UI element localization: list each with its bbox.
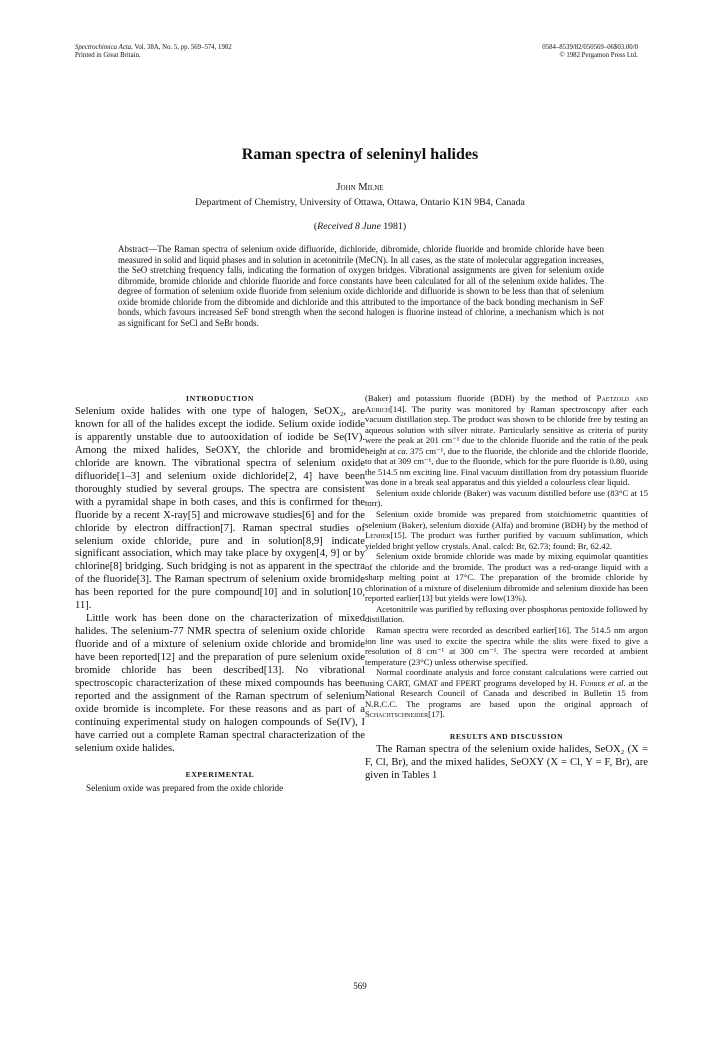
author-affiliation: Department of Chemistry, University of Ottawa, Ottawa, Ontario K1N 9B4, Canada — [195, 197, 525, 208]
section-heading-experimental: EXPERIMENTAL — [185, 769, 255, 779]
article-code: 0584–8539/82/050569–06$03.00/0 — [542, 44, 638, 51]
abstract: Abstract—The Raman spectra of selenium oxide difluoride, dichloride, dibromide, chloride fluoride and bromide chloride have been measured in solid and liquid phases and in solution in acetonitrile (MeCN). In all cases, as the state of molecular aggregation increases, the SeO stretching frequency falls, indicating the formation of oxygen bridges. Vibrational assignments are given for selenium oxide dibromide, bromide chloride and chloride fluoride and force constants have been calculated for all of the selenium oxide halides. The degree of formation of selenium oxide fluoride from selenium oxide dichloride and difluoride is shown to be less than that of selenium oxide bromide chloride from the dibromide and dichloride and this attributed to the importance of the back bonding mechanism in SeF bonds, which favours increased SeF bond strength when the second halogen is fluorine instead of chlorine, a mechanism which is not as significant for SeCl and SeBr bonds. — [118, 244, 604, 328]
intro-paragraph-1: Selenium oxide halides with one type of halogen, SeOX₂, are known for all of the halides except the iodide. Selium oxide iodide is apparently unstable due to autooxidation of iodide be Se(IV). Among the mixed halides, SeOXY, the chloride and bromide chloride are known. The vibrational spectra of selenium oxide difluoride[1–3] and selenium oxide dichloride[2, 4] have been thoroughly studied by several groups. The spectra are consistent with a pyramidal shape in both cases, and this is confirmed for the fluoride by a recent X-ray[5] and microwave studies[6] and for the chloride by electron diffraction[7]. Raman spectral studies of selenium oxide chloride, pure and in solution[8,9] indicate significant association, which may take place by oxygen[4, 9] or by chlorine[8] bridging. Such bridging is not as apparent in the spectra of the fluoride[3]. The Raman spectrum of selenium oxide bromide has been reported for the pure compound[10] and in solution[10, 11]. — [75, 406, 365, 612]
journal-citation: Vol. 38A, No. 5, pp. 569–574, 1982 — [132, 44, 232, 51]
exp-paragraph-chloride: Selenium oxide chloride (Baker) was vacuum distilled before use (83°C at 15 torr). — [365, 487, 648, 509]
printed-in: Printed in Great Britain. — [75, 52, 141, 60]
exp-paragraph-bromide: Selenium oxide bromide was prepared from stoichiometric quantities of selenium (Baker), selenium dioxide (Alfa) and bromine (BDH) by the method of Lenher[15]. The product was further purified by vacuum sublimation, which yielded bright yellow crystals. Anal. calcd: Br, 62.73; found: Br, 62.42. — [365, 509, 648, 551]
section-heading-introduction: INTRODUCTION — [186, 394, 254, 403]
page-number: 569 — [353, 981, 367, 991]
exp-paragraph-raman: Raman spectra were recorded as described earlier[16]. The 514.5 nm argon ion line was used to excite the spectra while the slits were fixed to give a resolution of 8 cm⁻¹ at 300 cm⁻¹. The spectra were recorded at ambient temperature (23°C) unless otherwise specified. — [365, 625, 648, 667]
running-header-left — [75, 44, 232, 61]
article-title: Raman spectra of seleninyl halides — [241, 146, 479, 163]
intro-paragraph-2: Little work has been done on the characterization of mixed halides. The selenium-77 NMR spectra of selenium oxide chloride fluoride and of a mixture of selenium oxide chloride and bromide have been reported[12] and the preparation of pure selenium oxide bromide chloride has been described[13]. No vibrational spectroscopic characterization of these mixed compounds has been reported and the assignment of the Raman spectrum of selenium oxide bromide is incomplete. For these reasons and as part of a continuing experimental study on halogen compounds of Se(IV), I have carried out a complete Raman spectral characterization of the selenium oxide halides. — [75, 613, 365, 754]
exp-paragraph-fluoride: (Baker) and potassium fluoride (BDH) by the method of Paetzold and Aurich[14]. The purity was monitored by Raman spectroscopy after each vacuum distillation step. The product was shown to be chloride free by testing an aqueous solution with silver nitrate. Particularly sensitive as criteria of purity were the peak at 201 cm⁻¹ due to the chloride fluoride and the ratio of the peak height at ca. 375 cm⁻¹, due to the fluoride, the chloride and the chloride fluoride, to that at 309 cm⁻¹, due to the fluoride, which for the pure fluoride is 0.80, using the 514.5 nm exciting line. Final vacuum distillation from dry potassium fluoride was done in a break seal apparatus and this yielded a colourless clear liquid. — [365, 393, 649, 488]
exp-paragraph-acetonitrile: Acetonitrile was purified by refluxing over phosphorus pentoxide followed by distillation. — [365, 603, 648, 625]
right-column — [365, 393, 648, 783]
exp-paragraph-bromide-chloride: Selenium oxide bromide chloride was made by mixing equimolar quantities of the chloride and the bromide. The product was a red-orange liquid with a sharp melting point at 17°C. The preparation of the bromide chloride by chlorination of a mixture of diselenium dibromide and selenium dioxide has been reported earlier[13] but yields were low(13%). — [365, 551, 648, 604]
experimental-paragraph-1: Selenium oxide was prepared from the oxide chloride — [86, 782, 284, 793]
author-name: John Milne — [336, 182, 384, 193]
running-header-right — [542, 44, 638, 61]
left-column — [75, 394, 365, 794]
received-date: (Received 8 June 1981) — [313, 221, 407, 232]
section-heading-results: RESULTS AND DISCUSSION — [449, 731, 564, 741]
journal-name: Spectrochimica Acta, — [75, 44, 133, 51]
results-paragraph-1: The Raman spectra of the selenium oxide halides, SeOX₂ (X = F, Cl, Br), and the mixed halides, SeOXY (X = Cl, Y = F, Br), are given in Tables 1 — [365, 743, 648, 781]
publisher-copyright: © 1982 Pergamon Press Ltd. — [559, 52, 638, 60]
exp-paragraph-normal-coordinate: Normal coordinate analysis and force constant calculations were carried out using CART, GMAT and FPERT programs developed by H. Fuhrer et al. at the National Research Council of Canada and described in Bulletin 15 from N.R.C.C. The programs are based upon the original approach of Schachtschneider[17]. — [365, 667, 649, 720]
